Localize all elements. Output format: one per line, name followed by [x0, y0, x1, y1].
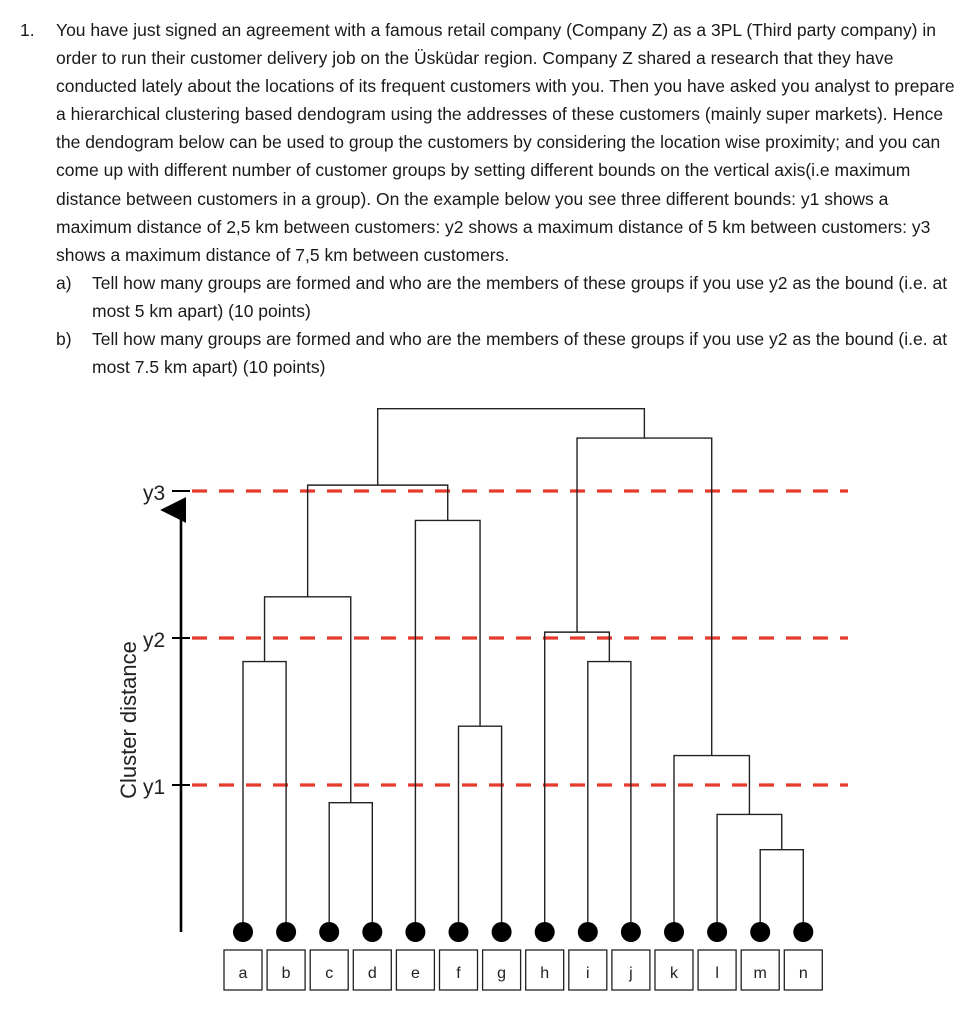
merge-link-abc [265, 597, 351, 803]
merge-link-m1 [760, 850, 803, 932]
leaf-node-m [750, 922, 770, 942]
merge-link-ab [243, 662, 286, 932]
leaf-node-h [535, 922, 555, 942]
leaf-node-c [319, 922, 339, 942]
leaf-node-b [276, 922, 296, 942]
bound-label-y3: y3 [143, 482, 166, 505]
links-layer [243, 409, 803, 932]
leaves-layer [224, 922, 822, 990]
leaf-label-m: m [753, 965, 767, 982]
sub-question-a-label: a) [56, 272, 72, 293]
leaf-node-i [578, 922, 598, 942]
leaf-label-a: a [238, 965, 248, 982]
merge-link-m2 [717, 814, 782, 932]
leaf-node-d [362, 922, 382, 942]
merge-link-ij [588, 662, 631, 932]
merge-link-hk [577, 438, 712, 756]
leaf-label-d: d [367, 965, 377, 982]
leaf-label-h: h [540, 965, 550, 982]
bound-label-y2: y2 [143, 629, 166, 652]
leaf-label-i: i [586, 965, 590, 982]
leaf-label-l: l [715, 965, 719, 982]
sub-question-a-text: Tell how many groups are formed and who are the members of these groups if you use y2 as the bound (i.e. at most 5 km apart) (10 points) [92, 272, 948, 321]
merge-link-hj [545, 632, 610, 932]
leaf-node-g [492, 922, 512, 942]
merge-link-c1 [329, 803, 372, 932]
leaf-label-k: k [670, 965, 678, 982]
sub-question-b-text: Tell how many groups are formed and who are the members of these groups if you use y2 as the bound (i.e. at most 7.5 km apart) (10 points) [92, 329, 948, 378]
leaf-label-g: g [497, 965, 507, 982]
merge-link-root [378, 409, 645, 485]
question-number: 1. [20, 20, 35, 40]
merge-link-f1 [459, 726, 502, 932]
leaf-label-j: j [629, 965, 633, 982]
question-paragraph: You have just signed an agreement with a famous retail company (Company Z) as a 3PL (Third party company) in order to run their customer delivery job on the Üsküdar region. Company Z shared a research that they have conducted lately about the locations of its frequent customers with you. Then you have asked you analyst to prepare a hierarchical clustering based dendogram using the addresses of these customers (mainly super markets). Hence the dendogram below can be used to group the customers by considering the location wise proximity; and you can come up with different number of customer groups by setting different bounds on the vertical axis(i.e maximum distance between customers in a group). On the example below you see three different bounds: y1 shows a maximum distance of 2,5 km between customers: y2 shows a maximum distance of 5 km between customers: y3 shows a maximum distance of 7,5 km between customers. [56, 20, 955, 265]
leaf-node-e [405, 922, 425, 942]
merge-link-ag [308, 485, 448, 597]
leaf-node-l [707, 922, 727, 942]
leaf-node-k [664, 922, 684, 942]
bound-label-y1: y1 [143, 776, 166, 799]
bounds-layer [143, 482, 848, 799]
merge-link-k1 [674, 756, 749, 932]
leaf-label-n: n [798, 965, 808, 982]
leaf-label-f: f [456, 965, 461, 982]
y-axis-label: Cluster distance [116, 641, 141, 799]
leaf-node-j [621, 922, 641, 942]
leaf-node-f [449, 922, 469, 942]
sub-question-b-label: b) [56, 329, 72, 350]
leaf-label-c: c [325, 965, 334, 982]
leaf-label-b: b [281, 965, 291, 982]
leaf-node-a [233, 922, 253, 942]
leaf-node-n [793, 922, 813, 942]
leaf-label-e: e [410, 965, 420, 982]
